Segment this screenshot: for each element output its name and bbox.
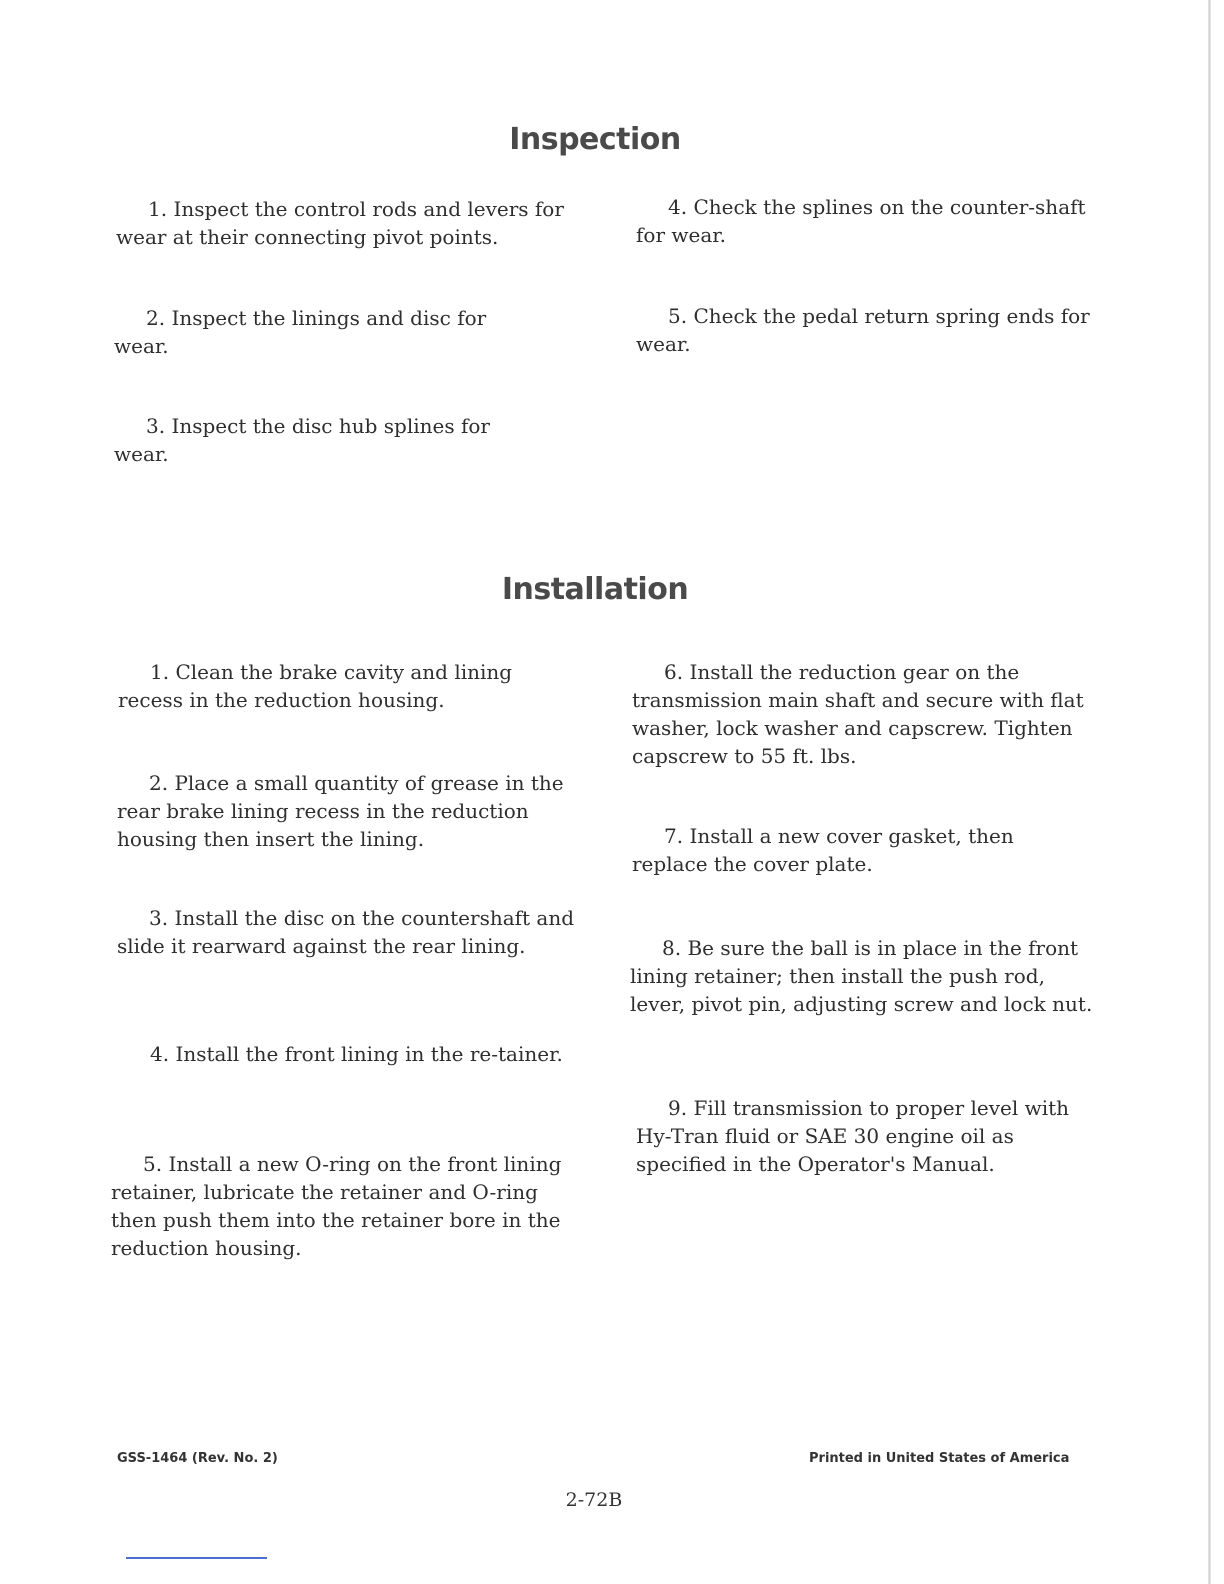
step-number: 9. (668, 1096, 688, 1120)
bottom-rule (126, 1557, 267, 1559)
step-text: Install a new cover gasket, then replace the cover plate. (632, 824, 1014, 876)
inspection-step-4 (636, 193, 1096, 249)
installation-step-4 (118, 1040, 568, 1068)
step-number: 7. (664, 824, 684, 848)
step-number: 5. (143, 1152, 163, 1176)
step-number: 2. (149, 771, 169, 795)
step-text: Place a small quantity of grease in the rear brake lining recess in the reduction housing then insert the lining. (117, 771, 564, 851)
step-text: Install a new O-ring on the front lining retainer, lubricate the retainer and O-ring then push them into the retainer bore in the reduction housing. (111, 1152, 562, 1260)
step-number: 5. (668, 304, 688, 328)
installation-step-1 (118, 658, 568, 714)
step-number: 3. (146, 414, 166, 438)
inspection-step-1 (116, 195, 586, 251)
step-text: Inspect the disc hub splines for wear. (114, 414, 490, 466)
step-text: Fill transmission to proper level with Hy-Tran fluid or SAE 30 engine oil as specified in the Operator's Manual. (636, 1096, 1070, 1176)
step-text: Install the disc on the countershaft and slide it rearward against the rear lining. (117, 906, 575, 958)
installation-step-5 (111, 1150, 581, 1262)
document-id: GSS-1464 (Rev. No. 2) (117, 1451, 278, 1466)
inspection-step-3 (114, 412, 544, 468)
step-text: Clean the brake cavity and lining recess in the reduction housing. (118, 660, 513, 712)
step-text: Check the pedal return spring ends for wear. (636, 304, 1090, 356)
printed-notice: Printed in United States of America (809, 1451, 1070, 1466)
installation-step-2 (117, 769, 572, 853)
step-text: Inspect the control rods and levers for wear at their connecting pivot points. (116, 197, 564, 249)
page-number: 2-72B (565, 1489, 623, 1511)
step-number: 4. (150, 1042, 170, 1066)
installation-step-7 (632, 822, 1082, 878)
inspection-heading: Inspection (509, 122, 681, 157)
installation-step-3 (117, 904, 577, 960)
step-text: Install the front lining in the re-tainer. (175, 1042, 563, 1066)
step-number: 3. (149, 906, 169, 930)
inspection-step-2 (114, 304, 534, 360)
step-number: 1. (150, 660, 170, 684)
installation-step-6 (632, 658, 1097, 770)
inspection-step-5 (636, 302, 1106, 358)
installation-heading: Installation (501, 572, 689, 607)
step-number: 6. (664, 660, 684, 684)
installation-step-8 (630, 934, 1100, 1018)
installation-step-9 (636, 1094, 1101, 1178)
step-number: 2. (146, 306, 166, 330)
step-text: Install the reduction gear on the transmission main shaft and secure with flat washer, lock washer and capscrew. Tighten capscrew to 55 ft. lbs. (632, 660, 1084, 768)
page-edge-shadow (1208, 0, 1211, 1584)
step-number: 1. (148, 197, 168, 221)
step-text: Be sure the ball is in place in the front lining retainer; then install the push rod, lever, pivot pin, adjusting screw and lock nut. (630, 936, 1093, 1016)
step-number: 4. (668, 195, 688, 219)
step-number: 8. (662, 936, 682, 960)
step-text: Check the splines on the counter-shaft for wear. (636, 195, 1086, 247)
step-text: Inspect the linings and disc for wear. (114, 306, 487, 358)
